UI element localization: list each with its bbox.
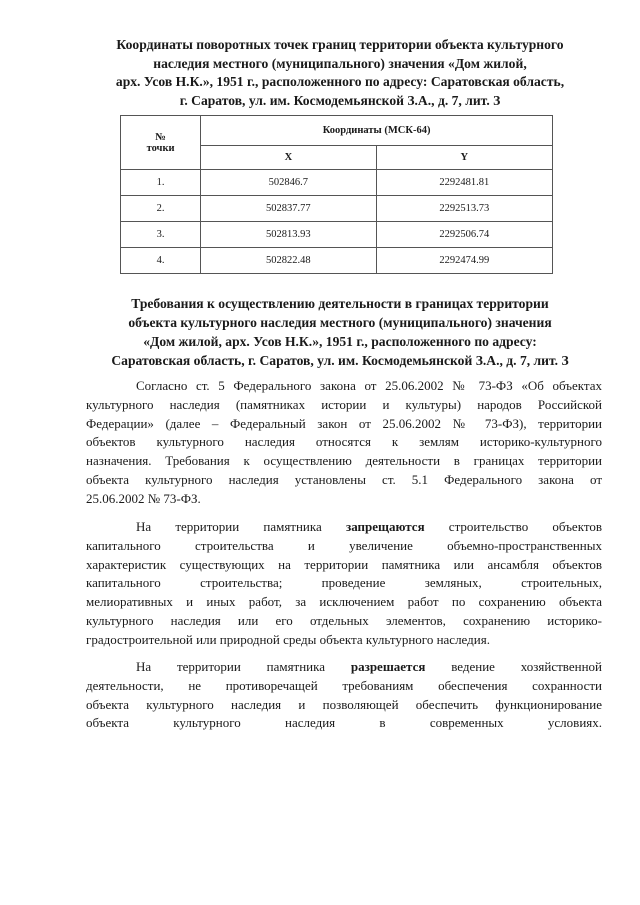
title-line: г. Саратов, ул. им. Космодемьянской З.А., д. 7, лит. З bbox=[179, 92, 501, 108]
coordinates-header: Координаты (МСК-64) bbox=[201, 116, 553, 146]
paragraph-line: объекта культурного наследия в современных условиях. bbox=[86, 715, 602, 731]
title-line: наследия местного (муниципального) значения «Дом жилой, bbox=[153, 55, 527, 71]
x-cell: 502846.7 bbox=[201, 170, 376, 196]
point-number-cell: 4. bbox=[121, 248, 201, 274]
table-row bbox=[121, 196, 553, 222]
paragraph-line bbox=[86, 658, 602, 677]
paragraph-line: назначения. Требования к осуществлению деятельности в границах территории bbox=[86, 453, 602, 469]
title-line: «Дом жилой, арх. Усов Н.К.», 1951 г., расположенного по адресу: bbox=[143, 334, 537, 349]
line-text: На территории памятника bbox=[136, 659, 326, 674]
y-cell: 2292506.74 bbox=[376, 222, 552, 248]
x-header: X bbox=[201, 146, 376, 170]
paragraph-law-reference bbox=[86, 377, 602, 509]
paragraph-line: Федерации» (далее – Федеральный закон от 25.06.2002 № 73-ФЗ), территории bbox=[86, 415, 602, 431]
coordinates-title bbox=[60, 36, 620, 110]
title-line: арх. Усов Н.К.», 1951 г., расположенного по адресу: Саратовская область, bbox=[115, 74, 565, 89]
title-line: Координаты поворотных точек границ территории объекта культурного bbox=[116, 37, 564, 52]
y-cell: 2292481.81 bbox=[376, 170, 552, 196]
coordinates-table bbox=[120, 115, 553, 274]
x-cell: 502837.77 bbox=[201, 196, 376, 222]
point-number-header-line1: № bbox=[155, 131, 166, 143]
point-number-header bbox=[121, 116, 201, 170]
paragraph-line: градостроительной или природной среды объекта культурного наследия. bbox=[86, 631, 490, 647]
prohibited-keyword: запрещаются bbox=[345, 519, 425, 534]
title-line: Саратовская область, г. Саратов, ул. им. Космодемьянской З.А., д. 7, лит. З bbox=[111, 353, 569, 368]
title-line: Требования к осуществлению деятельности в границах территории bbox=[131, 296, 549, 311]
paragraph-line: культурного наследия или его отдельных элементов, сохранению историко- bbox=[86, 612, 602, 628]
y-cell: 2292513.73 bbox=[376, 196, 552, 222]
paragraph-line: характеристик существующих на территории памятника или ансамбля объектов bbox=[86, 556, 602, 572]
point-number-header-line2: точки bbox=[146, 142, 175, 154]
point-number-cell: 3. bbox=[121, 222, 201, 248]
paragraph-prohibitions bbox=[86, 518, 602, 650]
paragraph-line: Согласно ст. 5 Федерального закона от 25.06.2002 № 73-ФЗ «Об объектах bbox=[136, 378, 602, 393]
x-cell: 502813.93 bbox=[201, 222, 376, 248]
y-cell: 2292474.99 bbox=[376, 248, 552, 274]
line-text: ведение хозяйственной bbox=[451, 659, 602, 674]
paragraph-line: объектов культурного наследия относятся к землям историко-культурного bbox=[86, 434, 602, 450]
paragraph-line bbox=[86, 518, 602, 537]
y-header: Y bbox=[376, 146, 552, 170]
requirements-title bbox=[40, 294, 640, 370]
paragraph-permissions bbox=[86, 658, 602, 733]
paragraph-line: объекта культурного наследия и позволяющей обеспечить функционирование bbox=[86, 696, 602, 712]
line-text: На территории памятника bbox=[136, 519, 322, 534]
title-line: объекта культурного наследия местного (муниципального) значения bbox=[128, 315, 552, 330]
table-row bbox=[121, 222, 553, 248]
paragraph-line: капитального строительства и увеличение объемно-пространственных bbox=[86, 537, 602, 553]
x-cell: 502822.48 bbox=[201, 248, 376, 274]
paragraph-line: мелиоративных и иных работ, за исключением работ по сохранению объекта bbox=[86, 594, 602, 610]
paragraph-line: деятельности, не противоречащей требованиям обеспечения сохранности bbox=[86, 677, 602, 693]
paragraph-line: капитального строительства; проведение земляных, строительных, bbox=[86, 575, 602, 591]
point-number-cell: 2. bbox=[121, 196, 201, 222]
point-number-cell: 1. bbox=[121, 170, 201, 196]
paragraph-line: культурного наследия (памятниках истории и культуры) народов Российской bbox=[86, 396, 602, 412]
line-text: строительство объектов bbox=[448, 519, 602, 534]
table-row bbox=[121, 170, 553, 196]
paragraph-line: 25.06.2002 № 73-ФЗ. bbox=[86, 490, 201, 506]
permitted-keyword: разрешается bbox=[350, 659, 426, 674]
paragraph-line: объекта культурного наследия установлены ст. 5.1 Федерального закона от bbox=[86, 471, 602, 487]
table-row bbox=[121, 248, 553, 274]
